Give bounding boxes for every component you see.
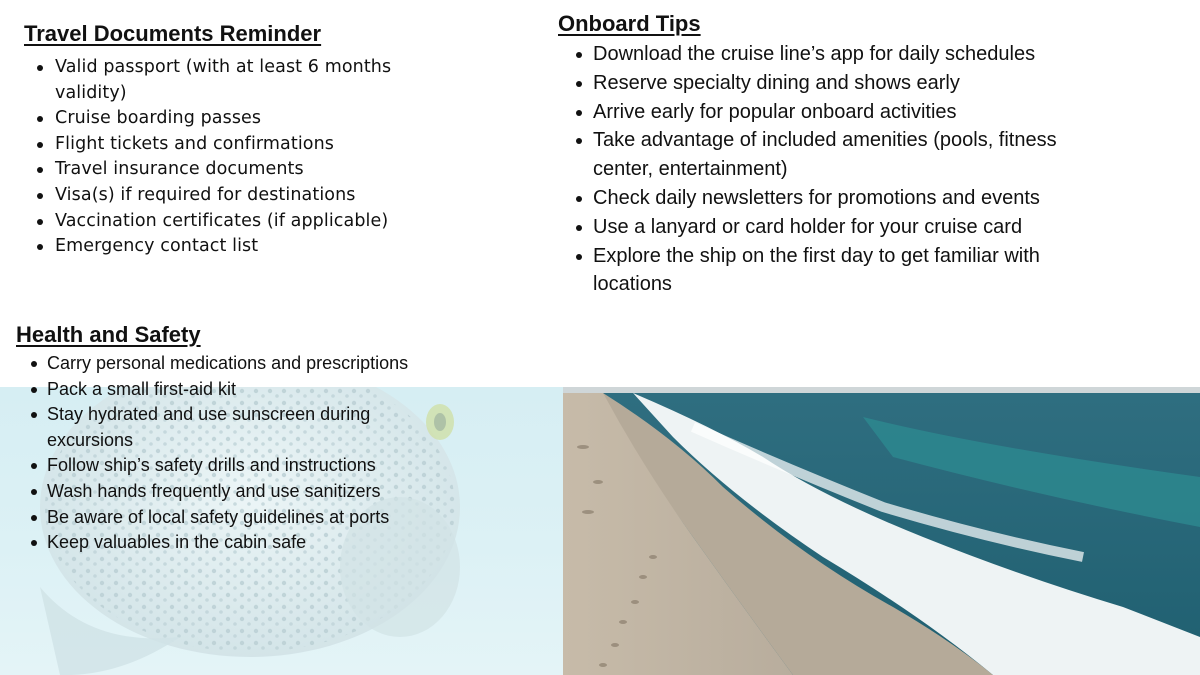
onboard-tips-title: Onboard Tips xyxy=(558,11,701,36)
travel-documents-list xyxy=(24,55,414,260)
list-item: Emergency contact list xyxy=(24,234,414,260)
onboard-tips-section xyxy=(558,10,1078,299)
list-item: Flight tickets and confirmations xyxy=(24,132,414,158)
list-item: Use a lanyard or card holder for your cruise card xyxy=(558,213,1078,242)
list-item: Carry personal medications and prescriptions xyxy=(16,351,436,377)
list-item: Pack a small first-aid kit xyxy=(16,377,436,403)
onboard-tips-list xyxy=(558,40,1078,299)
list-item: Travel insurance documents xyxy=(24,157,414,183)
health-safety-list xyxy=(16,351,436,556)
list-item: Follow ship’s safety drills and instructions xyxy=(16,453,436,479)
list-item: Be aware of local safety guidelines at ports xyxy=(16,505,436,531)
travel-documents-title: Travel Documents Reminder xyxy=(24,21,322,46)
list-item: Wash hands frequently and use sanitizers xyxy=(16,479,436,505)
beach-photo xyxy=(563,387,1200,675)
list-item: Download the cruise line’s app for daily schedules xyxy=(558,40,1078,69)
list-item: Valid passport (with at least 6 months validity) xyxy=(24,55,414,106)
list-item: Stay hydrated and use sunscreen during excursions xyxy=(16,402,436,453)
list-item: Visa(s) if required for destinations xyxy=(24,183,414,209)
list-item: Check daily newsletters for promotions and events xyxy=(558,184,1078,213)
list-item: Vaccination certificates (if applicable) xyxy=(24,209,414,235)
list-item: Reserve specialty dining and shows early xyxy=(558,69,1078,98)
list-item: Cruise boarding passes xyxy=(24,106,414,132)
health-safety-section xyxy=(16,321,436,556)
health-safety-title: Health and Safety xyxy=(16,322,201,347)
travel-documents-section xyxy=(24,20,414,260)
list-item: Take advantage of included amenities (pools, fitness center, entertainment) xyxy=(558,126,1078,184)
list-item: Arrive early for popular onboard activities xyxy=(558,98,1078,127)
list-item: Keep valuables in the cabin safe xyxy=(16,530,436,556)
list-item: Explore the ship on the first day to get familiar with locations xyxy=(558,242,1078,300)
